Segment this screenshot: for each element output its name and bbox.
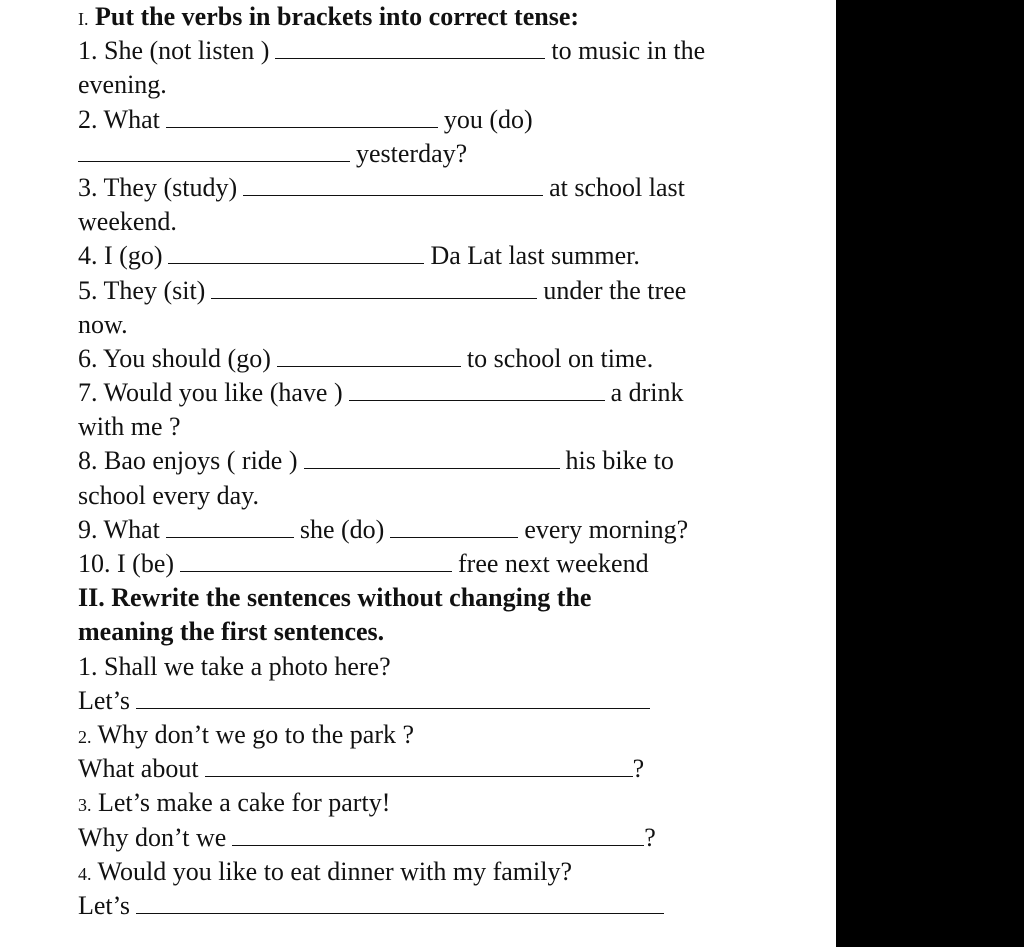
q10-line — [78, 547, 818, 581]
q2-line — [78, 103, 818, 137]
r3-blank[interactable] — [232, 821, 644, 846]
q6-text-b: to school on time. — [466, 343, 654, 373]
r1-prompt: 1. Shall we take a photo here? — [78, 651, 391, 681]
q8-text-b: his bike to — [565, 446, 674, 476]
q9-text-c: every morning? — [524, 514, 689, 544]
section1-heading-line — [78, 0, 818, 34]
q9-text-b: she (do) — [299, 514, 385, 544]
r2-answer-line — [78, 752, 818, 786]
r3-start: Why don’t we — [78, 822, 227, 852]
q1-line — [78, 34, 818, 68]
q4-blank[interactable] — [168, 239, 424, 264]
q2-text-b: you (do) — [443, 104, 533, 134]
r2-end: ? — [632, 754, 645, 784]
section2-heading-2: meaning the first sentences. — [78, 617, 385, 647]
section2-heading-line-2 — [78, 615, 818, 649]
q5-blank[interactable] — [211, 274, 537, 299]
q8-line-2 — [78, 479, 818, 513]
section2-heading-line-1 — [78, 581, 818, 615]
section1-heading: Put the verbs in brackets into correct tense: — [95, 2, 580, 31]
r4-answer-line — [78, 889, 818, 923]
black-side-panel — [836, 0, 1024, 947]
q10-blank[interactable] — [180, 547, 452, 572]
r2-start: What about — [78, 754, 199, 784]
r3-prompt: Let’s make a cake for party! — [98, 788, 391, 818]
q5-line-2 — [78, 308, 818, 342]
r3-answer-line — [78, 821, 818, 855]
q9-blank-2[interactable] — [390, 513, 518, 538]
q8-text-a: 8. Bao enjoys ( ride ) — [78, 446, 298, 476]
q6-text-a: 6. You should (go) — [78, 343, 271, 373]
r4-prompt-line — [78, 855, 818, 889]
q4-text-a: 4. I (go) — [78, 241, 163, 271]
r1-answer-line — [78, 684, 818, 718]
q3-line-2 — [78, 205, 818, 239]
worksheet-content — [78, 0, 818, 923]
q3-blank[interactable] — [243, 171, 543, 196]
section2-heading-1: II. Rewrite the sentences without changing the — [78, 583, 592, 613]
q1-text-b: to music in the — [551, 36, 706, 66]
r4-prompt: Would you like to eat dinner with my family? — [97, 856, 573, 886]
q8-text-c: school every day. — [78, 480, 259, 510]
r4-start: Let’s — [78, 890, 130, 920]
q5-text-c: now. — [78, 309, 128, 339]
q5-text-b: under the tree — [543, 275, 687, 305]
q7-blank[interactable] — [349, 376, 605, 401]
q2-line-2 — [78, 137, 818, 171]
q7-text-c: with me ? — [78, 412, 181, 442]
q4-text-b: Da Lat last summer. — [430, 241, 640, 271]
q6-blank[interactable] — [277, 342, 461, 367]
q8-blank[interactable] — [304, 444, 560, 469]
r3-prompt-line — [78, 786, 818, 820]
q10-text-b: free next weekend — [458, 549, 649, 578]
r3-number: 3. — [78, 795, 92, 816]
q7-text-a: 7. Would you like (have ) — [78, 378, 343, 408]
q1-text-a: 1. She (not listen ) — [78, 36, 270, 66]
q5-line — [78, 274, 818, 308]
q1-line-2 — [78, 68, 818, 102]
r1-prompt-line — [78, 650, 818, 684]
r4-number: 4. — [78, 863, 92, 884]
q7-line-2 — [78, 410, 818, 444]
q8-line — [78, 444, 818, 478]
r1-blank[interactable] — [136, 684, 650, 709]
q1-text-c: evening. — [78, 70, 167, 100]
q5-text-a: 5. They (sit) — [78, 275, 206, 305]
r2-blank[interactable] — [205, 752, 633, 777]
q2-blank-1[interactable] — [166, 103, 438, 128]
section1-number: I. — [78, 9, 89, 29]
q9-blank-1[interactable] — [166, 513, 294, 538]
q9-text-a: 9. What — [78, 514, 160, 544]
r2-number: 2. — [78, 726, 92, 747]
q2-text-c: yesterday? — [356, 138, 468, 168]
r4-blank[interactable] — [136, 889, 664, 914]
q10-text-a: 10. I (be) — [78, 549, 175, 578]
r1-start: Let’s — [78, 685, 130, 715]
r2-prompt-line — [78, 718, 818, 752]
q2-blank-2[interactable] — [78, 137, 350, 162]
q3-text-b: at school last — [549, 172, 685, 202]
r2-prompt: Why don’t we go to the park ? — [97, 719, 415, 749]
q9-line — [78, 513, 818, 547]
q3-line — [78, 171, 818, 205]
q6-line — [78, 342, 818, 376]
q7-line — [78, 376, 818, 410]
q3-text-c: weekend. — [78, 207, 177, 237]
q7-text-b: a drink — [610, 378, 684, 408]
r3-end: ? — [644, 822, 656, 852]
q2-text-a: 2. What — [78, 104, 160, 134]
q4-line — [78, 239, 818, 273]
q1-blank[interactable] — [275, 34, 545, 59]
q3-text-a: 3. They (study) — [78, 172, 238, 202]
